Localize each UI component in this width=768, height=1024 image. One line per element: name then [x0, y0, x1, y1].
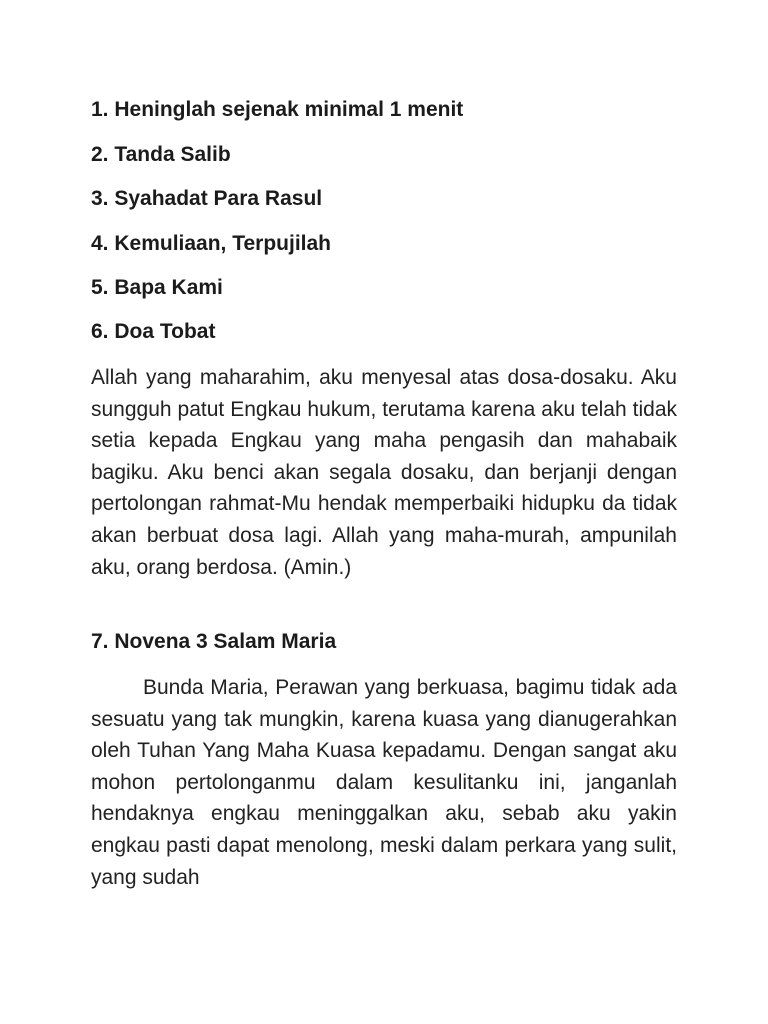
doa-tobat-paragraph: Allah yang maharahim, aku menyesal atas dosa-dosaku. Aku sungguh patut Engkau hukum, terutama karena aku telah tidak setia kepada Engkau yang maha pengasih dan mahabaik bagiku. Aku benci akan segala dosaku, dan berjanji dengan pertolongan rahmat-Mu hendak memperbaiki hidupku da tidak akan berbuat dosa lagi. Allah yang maha-murah, ampunilah aku, orang berdosa. (Amin.): [91, 366, 677, 579]
heading-step-5: 5. Bapa Kami: [91, 276, 223, 299]
heading-step-1: 1. Heninglah sejenak minimal 1 menit: [91, 98, 464, 121]
heading-step-2: 2. Tanda Salib: [91, 143, 231, 166]
novena-paragraph: Bunda Maria, Perawan yang berkuasa, bagimu tidak ada sesuatu yang tak mungkin, karena kuasa yang dianugerahkan oleh Tuhan Yang Maha Kuasa kepadamu. Dengan sangat aku mohon pertolonganmu dalam kesulitanku ini, janganlah hendaknya engkau meninggalkan aku, sebab aku yakin engkau pasti dapat menolong, meski dalam perkara yang sulit, yang sudah: [91, 676, 677, 889]
heading-step-3: 3. Syahadat Para Rasul: [91, 187, 323, 210]
heading-step-7: 7. Novena 3 Salam Maria: [91, 630, 337, 653]
heading-step-6: 6. Doa Tobat: [91, 320, 216, 343]
heading-step-4: 4. Kemuliaan, Terpujilah: [91, 232, 332, 255]
